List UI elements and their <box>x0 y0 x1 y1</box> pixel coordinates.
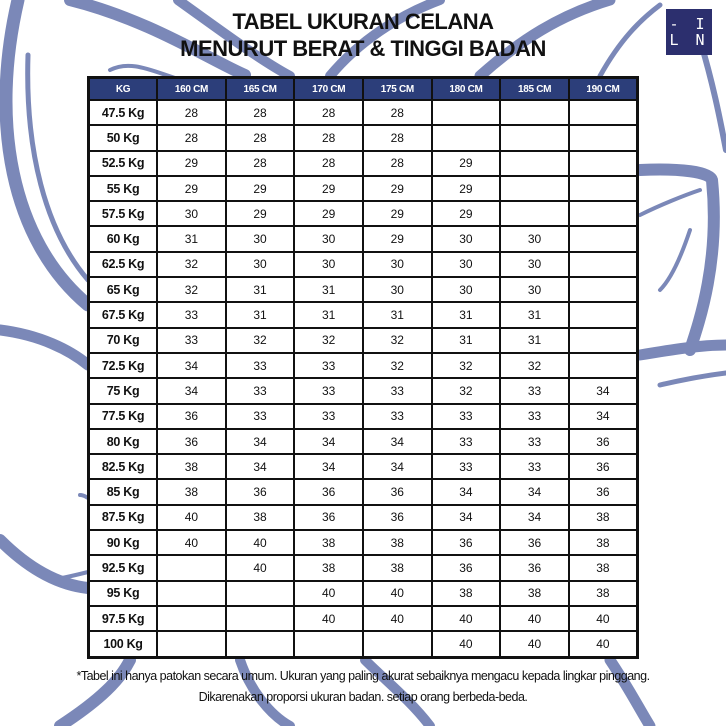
size-cell: 36 <box>363 479 432 504</box>
size-cell: 36 <box>294 479 363 504</box>
empty-size-cell <box>569 252 638 277</box>
size-cell: 33 <box>294 404 363 429</box>
size-cell: 40 <box>294 606 363 631</box>
size-cell: 33 <box>500 404 569 429</box>
table-header-row <box>89 78 638 101</box>
size-cell: 40 <box>432 606 501 631</box>
leaf-outline-left-low <box>0 540 88 588</box>
table-row <box>89 429 638 454</box>
column-header-height: 185 CM <box>500 78 569 101</box>
size-cell: 38 <box>569 555 638 580</box>
size-cell: 31 <box>363 302 432 327</box>
size-cell: 40 <box>432 631 501 657</box>
size-cell: 32 <box>363 353 432 378</box>
weight-cell: 85 Kg <box>89 479 158 504</box>
size-cell: 40 <box>500 606 569 631</box>
size-cell: 34 <box>157 353 226 378</box>
table-body <box>89 100 638 657</box>
size-cell: 31 <box>226 277 295 302</box>
table-row <box>89 454 638 479</box>
weight-cell: 60 Kg <box>89 226 158 251</box>
size-cell: 36 <box>569 454 638 479</box>
size-cell: 31 <box>500 328 569 353</box>
size-cell: 30 <box>157 201 226 226</box>
size-cell: 30 <box>500 252 569 277</box>
table-row <box>89 555 638 580</box>
size-cell: 34 <box>157 378 226 403</box>
size-chart-table <box>87 76 639 659</box>
weight-cell: 75 Kg <box>89 378 158 403</box>
size-cell: 40 <box>294 581 363 606</box>
empty-size-cell <box>569 277 638 302</box>
weight-cell: 80 Kg <box>89 429 158 454</box>
empty-size-cell <box>157 631 226 657</box>
size-cell: 40 <box>363 606 432 631</box>
table-row <box>89 378 638 403</box>
empty-size-cell <box>226 631 295 657</box>
size-cell: 31 <box>294 277 363 302</box>
empty-size-cell <box>569 125 638 150</box>
size-cell: 33 <box>500 378 569 403</box>
size-cell: 40 <box>157 505 226 530</box>
size-cell: 28 <box>294 100 363 125</box>
size-cell: 38 <box>363 555 432 580</box>
table-row <box>89 581 638 606</box>
weight-cell: 95 Kg <box>89 581 158 606</box>
empty-size-cell <box>226 581 295 606</box>
table-row <box>89 176 638 201</box>
leaf-vein-right-2 <box>660 230 690 290</box>
size-cell: 28 <box>363 100 432 125</box>
size-cell: 30 <box>363 277 432 302</box>
empty-size-cell <box>226 606 295 631</box>
leaf-stroke-right-bottom <box>660 373 726 385</box>
weight-cell: 52.5 Kg <box>89 151 158 176</box>
size-cell: 33 <box>500 454 569 479</box>
table-row <box>89 125 638 150</box>
size-cell: 29 <box>363 176 432 201</box>
brand-logo-icon <box>666 9 712 55</box>
table-row <box>89 226 638 251</box>
size-cell: 34 <box>294 454 363 479</box>
size-cell: 33 <box>226 353 295 378</box>
size-cell: 36 <box>294 505 363 530</box>
size-cell: 38 <box>363 530 432 555</box>
logo-bottom-glyphs: L N <box>669 31 709 49</box>
weight-cell: 50 Kg <box>89 125 158 150</box>
empty-size-cell <box>157 581 226 606</box>
size-cell: 38 <box>157 479 226 504</box>
size-cell: 34 <box>500 479 569 504</box>
size-cell: 28 <box>157 125 226 150</box>
size-cell: 29 <box>432 151 501 176</box>
size-cell: 31 <box>432 328 501 353</box>
size-cell: 36 <box>569 479 638 504</box>
empty-size-cell <box>363 631 432 657</box>
page-title-line-2: MENURUT BERAT & TINGGI BADAN <box>180 36 546 61</box>
size-cell: 40 <box>157 530 226 555</box>
weight-cell: 55 Kg <box>89 176 158 201</box>
size-cell: 34 <box>294 429 363 454</box>
table-row <box>89 479 638 504</box>
weight-cell: 100 Kg <box>89 631 158 657</box>
weight-cell: 70 Kg <box>89 328 158 353</box>
leaf-outline-right-bottom <box>640 345 726 355</box>
size-cell: 33 <box>157 302 226 327</box>
weight-cell: 87.5 Kg <box>89 505 158 530</box>
table-row <box>89 328 638 353</box>
column-header-height: 175 CM <box>363 78 432 101</box>
empty-size-cell <box>294 631 363 657</box>
size-cell: 36 <box>569 429 638 454</box>
size-cell: 38 <box>157 454 226 479</box>
size-cell: 33 <box>226 404 295 429</box>
empty-size-cell <box>569 328 638 353</box>
size-cell: 28 <box>294 125 363 150</box>
size-chart-table-container <box>87 76 639 659</box>
size-cell: 33 <box>294 353 363 378</box>
size-cell: 40 <box>226 530 295 555</box>
size-cell: 36 <box>157 404 226 429</box>
weight-cell: 90 Kg <box>89 530 158 555</box>
table-row <box>89 353 638 378</box>
size-cell: 38 <box>500 581 569 606</box>
size-cell: 32 <box>226 328 295 353</box>
size-cell: 33 <box>226 378 295 403</box>
column-header-kg: KG <box>89 78 158 101</box>
size-cell: 28 <box>226 125 295 150</box>
size-cell: 30 <box>226 226 295 251</box>
size-cell: 33 <box>432 454 501 479</box>
footnote-line-1: *Tabel ini hanya patokan secara umum. Ukuran yang paling akurat sebaiknya mengacu kepada lingkar pinggang. <box>76 669 650 683</box>
size-cell: 31 <box>500 302 569 327</box>
size-cell: 36 <box>363 505 432 530</box>
weight-cell: 82.5 Kg <box>89 454 158 479</box>
size-cell: 29 <box>363 201 432 226</box>
empty-size-cell <box>432 100 501 125</box>
weight-cell: 72.5 Kg <box>89 353 158 378</box>
empty-size-cell <box>432 125 501 150</box>
size-cell: 30 <box>432 277 501 302</box>
leaf-outline-left-mid <box>0 330 88 365</box>
table-row <box>89 252 638 277</box>
table-row <box>89 631 638 657</box>
weight-cell: 47.5 Kg <box>89 100 158 125</box>
empty-size-cell <box>500 201 569 226</box>
size-cell: 33 <box>363 404 432 429</box>
size-cell: 32 <box>157 277 226 302</box>
size-cell: 40 <box>363 581 432 606</box>
page-title-line-1: TABEL UKURAN CELANA <box>232 9 494 34</box>
size-cell: 29 <box>157 151 226 176</box>
table-row <box>89 606 638 631</box>
size-cell: 36 <box>157 429 226 454</box>
size-cell: 32 <box>432 378 501 403</box>
size-cell: 32 <box>432 353 501 378</box>
empty-size-cell <box>157 555 226 580</box>
size-cell: 33 <box>432 429 501 454</box>
size-cell: 33 <box>363 378 432 403</box>
weight-cell: 97.5 Kg <box>89 606 158 631</box>
empty-size-cell <box>569 226 638 251</box>
size-cell: 38 <box>432 581 501 606</box>
weight-cell: 67.5 Kg <box>89 302 158 327</box>
table-row <box>89 302 638 327</box>
size-cell: 30 <box>500 277 569 302</box>
column-header-height: 160 CM <box>157 78 226 101</box>
size-cell: 33 <box>294 378 363 403</box>
size-cell: 32 <box>500 353 569 378</box>
size-cell: 32 <box>157 252 226 277</box>
table-row <box>89 530 638 555</box>
size-cell: 38 <box>294 530 363 555</box>
size-cell: 33 <box>432 404 501 429</box>
size-cell: 30 <box>432 226 501 251</box>
empty-size-cell <box>500 151 569 176</box>
empty-size-cell <box>569 353 638 378</box>
page-header <box>0 8 726 62</box>
size-cell: 34 <box>569 404 638 429</box>
weight-cell: 92.5 Kg <box>89 555 158 580</box>
size-cell: 29 <box>157 176 226 201</box>
size-cell: 34 <box>569 378 638 403</box>
size-cell: 40 <box>226 555 295 580</box>
column-header-height: 190 CM <box>569 78 638 101</box>
empty-size-cell <box>569 201 638 226</box>
empty-size-cell <box>500 125 569 150</box>
size-cell: 34 <box>500 505 569 530</box>
size-cell: 29 <box>432 176 501 201</box>
empty-size-cell <box>569 176 638 201</box>
size-cell: 34 <box>226 429 295 454</box>
size-cell: 38 <box>569 530 638 555</box>
size-cell: 38 <box>294 555 363 580</box>
footnote <box>0 666 726 708</box>
size-cell: 33 <box>157 328 226 353</box>
size-cell: 36 <box>500 530 569 555</box>
size-cell: 34 <box>363 429 432 454</box>
size-cell: 31 <box>157 226 226 251</box>
empty-size-cell <box>500 100 569 125</box>
table-row <box>89 505 638 530</box>
size-cell: 31 <box>226 302 295 327</box>
size-cell: 29 <box>294 201 363 226</box>
size-cell: 30 <box>432 252 501 277</box>
size-cell: 28 <box>157 100 226 125</box>
size-cell: 30 <box>226 252 295 277</box>
size-cell: 30 <box>363 252 432 277</box>
size-cell: 36 <box>226 479 295 504</box>
weight-cell: 57.5 Kg <box>89 201 158 226</box>
size-cell: 40 <box>569 631 638 657</box>
size-cell: 34 <box>226 454 295 479</box>
table-row <box>89 404 638 429</box>
size-cell: 36 <box>432 555 501 580</box>
leaf-vein-right-1 <box>640 190 700 215</box>
empty-size-cell <box>157 606 226 631</box>
size-cell: 29 <box>226 201 295 226</box>
logo-top-glyphs: ‐ I <box>669 15 709 33</box>
size-cell: 29 <box>294 176 363 201</box>
weight-cell: 65 Kg <box>89 277 158 302</box>
empty-size-cell <box>569 100 638 125</box>
empty-size-cell <box>500 176 569 201</box>
size-cell: 30 <box>294 226 363 251</box>
size-cell: 29 <box>432 201 501 226</box>
size-cell: 36 <box>432 530 501 555</box>
size-cell: 31 <box>432 302 501 327</box>
empty-size-cell <box>569 302 638 327</box>
size-cell: 28 <box>363 151 432 176</box>
table-row <box>89 277 638 302</box>
size-cell: 28 <box>226 151 295 176</box>
size-cell: 29 <box>226 176 295 201</box>
size-cell: 32 <box>294 328 363 353</box>
size-cell: 40 <box>569 606 638 631</box>
size-cell: 29 <box>363 226 432 251</box>
size-cell: 32 <box>363 328 432 353</box>
weight-cell: 62.5 Kg <box>89 252 158 277</box>
column-header-height: 170 CM <box>294 78 363 101</box>
size-cell: 34 <box>432 505 501 530</box>
column-header-height: 180 CM <box>432 78 501 101</box>
size-cell: 28 <box>363 125 432 150</box>
table-row <box>89 100 638 125</box>
size-cell: 28 <box>226 100 295 125</box>
leaf-stroke-left-low <box>62 572 88 578</box>
weight-cell: 77.5 Kg <box>89 404 158 429</box>
size-cell: 30 <box>500 226 569 251</box>
size-cell: 34 <box>363 454 432 479</box>
empty-size-cell <box>569 151 638 176</box>
size-cell: 31 <box>294 302 363 327</box>
size-cell: 38 <box>569 505 638 530</box>
size-cell: 38 <box>226 505 295 530</box>
size-cell: 33 <box>500 429 569 454</box>
table-row <box>89 151 638 176</box>
column-header-height: 165 CM <box>226 78 295 101</box>
size-cell: 40 <box>500 631 569 657</box>
size-cell: 38 <box>569 581 638 606</box>
size-cell: 30 <box>294 252 363 277</box>
size-cell: 36 <box>500 555 569 580</box>
size-cell: 34 <box>432 479 501 504</box>
size-cell: 28 <box>294 151 363 176</box>
footnote-line-2: Dikarenakan proporsi ukuran badan. setiap orang berbeda-beda. <box>198 690 528 704</box>
table-row <box>89 201 638 226</box>
